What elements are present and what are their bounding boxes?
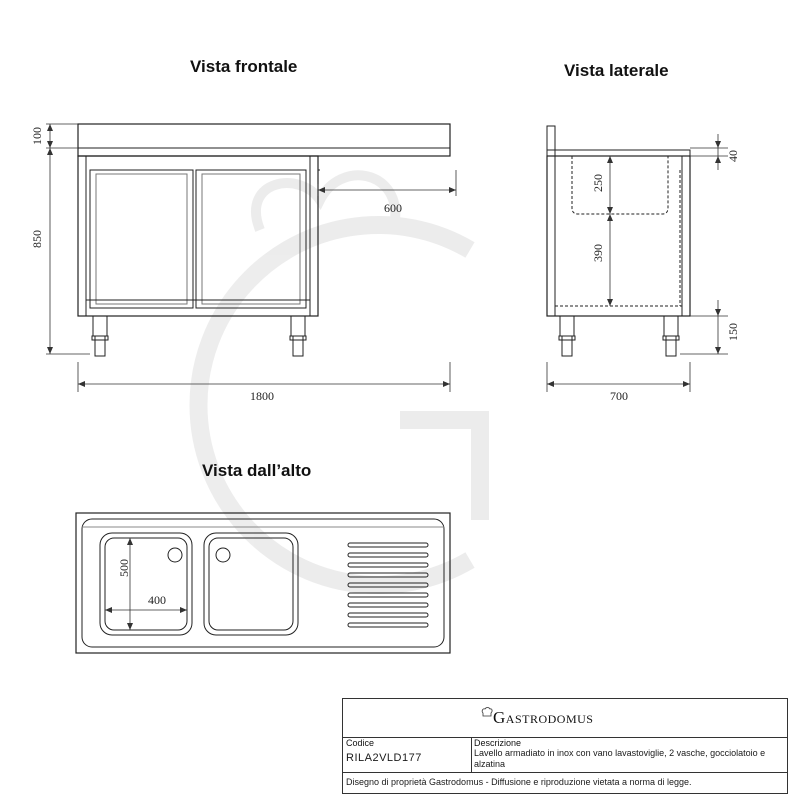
dim-front-width: 1800 (250, 389, 274, 403)
description-value: Lavello armadiato in inox con vano lavastoviglie, 2 vasche, gocciolatoio e alzatina (474, 748, 766, 769)
front-view (78, 124, 450, 356)
dim-front-height: 850 (30, 230, 44, 248)
watermark-logo (198, 175, 480, 585)
title-block-info-row (343, 737, 787, 773)
dim-side-under-basin: 390 (591, 244, 605, 262)
front-view-title: Vista frontale (190, 57, 298, 76)
copyright-footer: Disegno di proprietà Gastrodomus - Diffusione e riproduzione vietata a norma di legge. (346, 777, 692, 787)
top-view-title: Vista dall’alto (202, 461, 312, 480)
dim-front-backsplash: 100 (30, 127, 44, 145)
top-arrowheads (105, 538, 187, 630)
code-cell (343, 737, 472, 772)
side-arrowheads (547, 141, 721, 387)
chef-hat-icon (481, 707, 493, 721)
dim-top-basin-length: 500 (117, 559, 131, 577)
front-dimension-lines (46, 124, 456, 392)
dim-top-basin-width: 400 (148, 593, 166, 607)
code-label: Codice (346, 738, 375, 748)
side-view (547, 126, 690, 356)
description-label: Descrizione (474, 738, 522, 748)
dim-side-basin-depth: 250 (591, 174, 605, 192)
title-block-logo-row (343, 699, 787, 738)
dim-side-backsplash: 40 (726, 150, 740, 162)
title-block (342, 698, 788, 794)
dim-side-depth: 700 (610, 389, 628, 403)
dim-side-feet: 150 (726, 323, 740, 341)
description-cell (471, 737, 787, 772)
front-arrowheads (47, 124, 456, 387)
side-dimension-lines (547, 134, 728, 392)
dim-front-drainer: 600 (384, 201, 402, 215)
code-value: RILA2VLD177 (346, 752, 422, 764)
top-dimension-lines (105, 538, 187, 630)
side-view-title: Vista laterale (564, 61, 669, 80)
gastrodomus-logo: Gastrodomus (493, 708, 594, 727)
